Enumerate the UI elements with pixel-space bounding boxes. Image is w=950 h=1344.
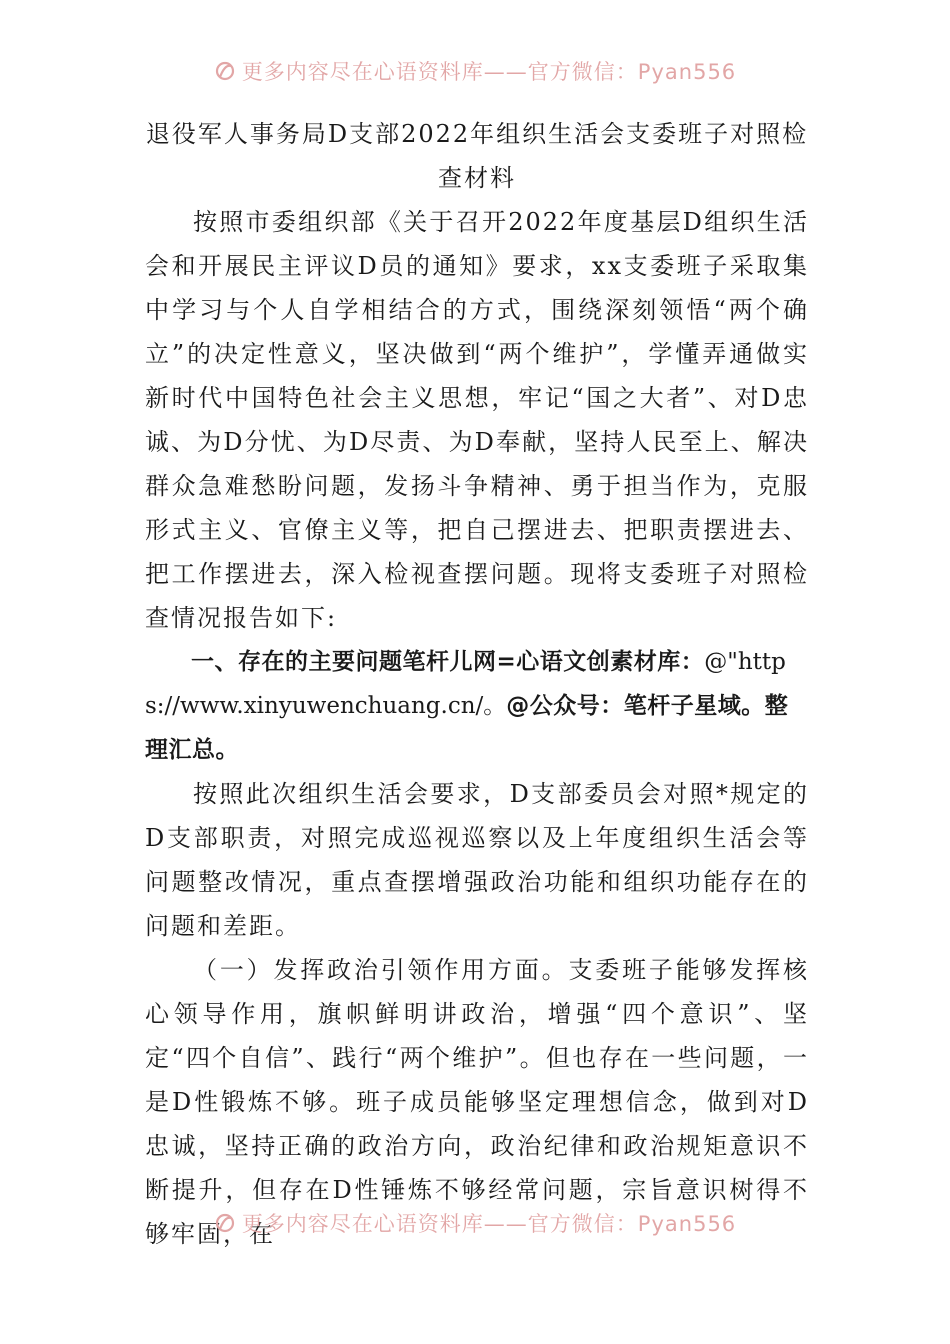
- paragraph-intro: 按照市委组织部《关于召开2022年度基层D组织生活会和开展民主评议D员的通知》要求，xx支委班子采取集中学习与个人自学相结合的方式，围绕深刻领悟“两个确立”的决定性意义，坚决做到“两个维护”，学懂弄通做实新时代中国特色社会主义思想，牢记“国之大者”、对D忠诚、为D分忧、为D尽责、为D奉献，坚持人民至上、解决群众急难愁盼问题，发扬斗争精神、勇于担当作为，克服形式主义、官僚主义等，把自己摆进去、把职责摆进去、把工作摆进去，深入检视查摆问题。现将支委班子对照检查情况报告如下:: [145, 208, 809, 632]
- document-title: [135, 112, 819, 200]
- watermark-text: 更多内容尽在心语资料库——官方微信：Pyan556: [241, 1212, 737, 1236]
- title-line-1: 退役军人事务局D支部2022年组织生活会支委班子对照检: [145, 120, 809, 148]
- paragraph-requirements: 按照此次组织生活会要求，D支部委员会对照*规定的D支部职责，对照完成巡视巡察以及上年度组织生活会等问题整改情况，重点查摆增强政治功能和组织功能存在的问题和差距。: [145, 780, 809, 940]
- watermark-footer: [0, 1206, 950, 1236]
- paragraph-political-role: （一）发挥政治引领作用方面。支委班子能够发挥核心领导作用，旗帜鲜明讲政治，增强“四个意识”、坚定“四个自信”、践行“两个维护”。但也存在一些问题，一是D性锻炼不够。班子成员能够坚定理想信念，做到对D忠诚，坚持正确的政治方向，政治纪律和政治规矩意识不断提升，但存在D性锤炼不够经常问题，宗旨意识树得不够牢固，在: [145, 956, 809, 1248]
- section-heading-1: [145, 640, 809, 772]
- heading-url: @"https://www.xinyuwenchuang.cn/。: [145, 649, 786, 719]
- brand-logo-icon: [214, 60, 236, 82]
- brand-logo-icon: [214, 1212, 236, 1234]
- document-body: [145, 112, 809, 1256]
- watermark-text: 更多内容尽在心语资料库——官方微信：Pyan556: [241, 60, 737, 84]
- watermark-header: [0, 54, 950, 84]
- heading-text: 一、存在的主要问题笔杆儿网=心语文创素材库：: [191, 649, 705, 675]
- title-line-2: 查材料: [438, 164, 516, 192]
- heading-text-tail: @公众号：笔杆子星域。整理汇总。: [145, 693, 789, 763]
